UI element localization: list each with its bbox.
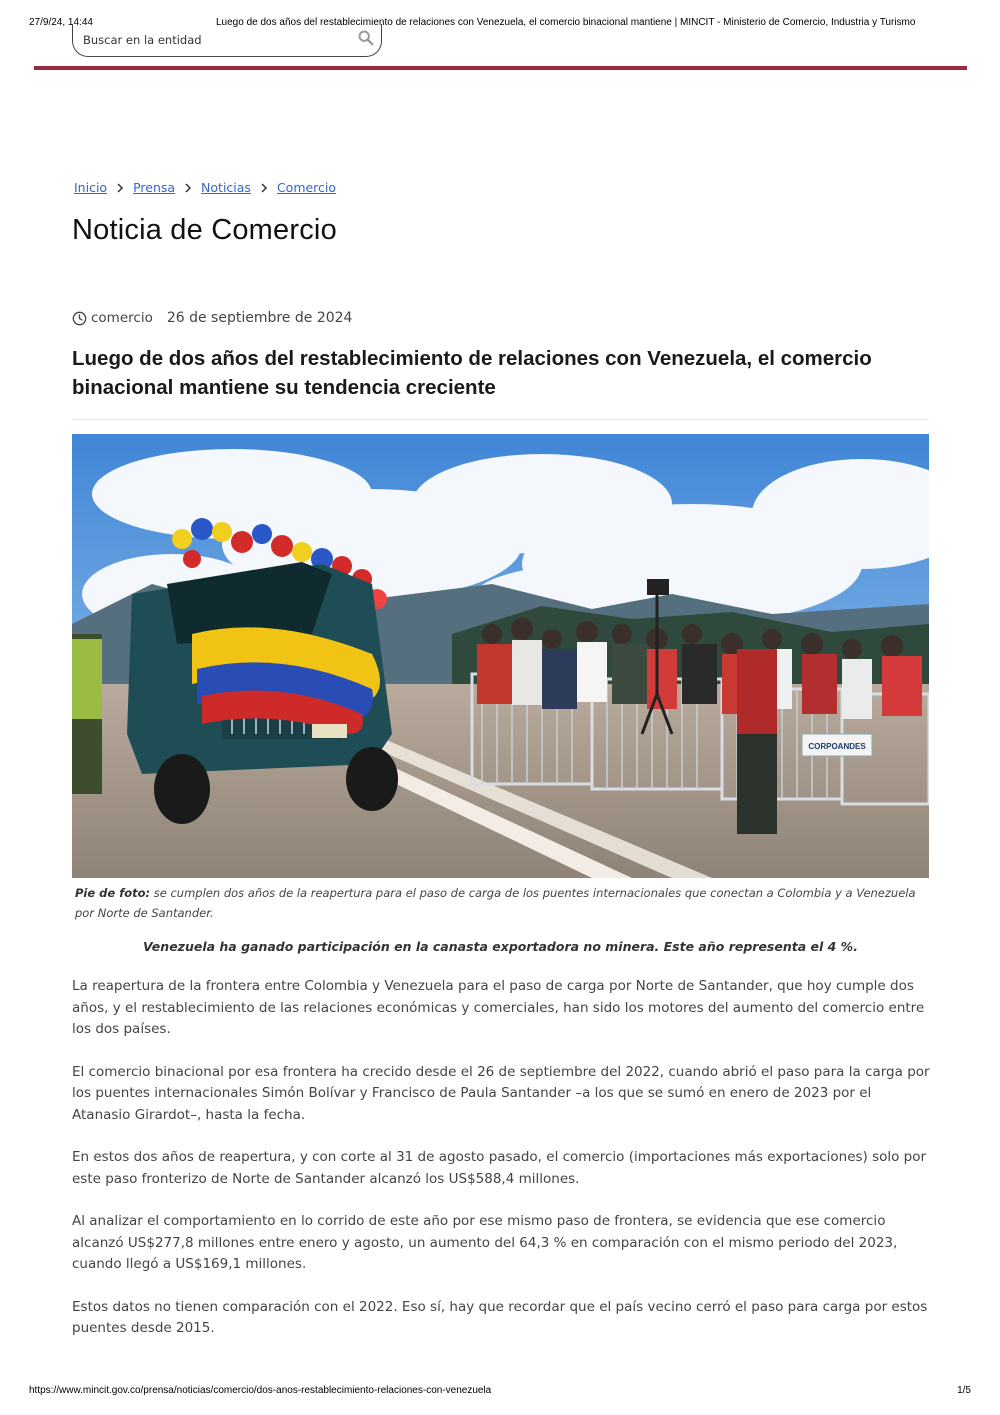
print-timestamp: 27/9/24, 14:44 [29,17,93,28]
breadcrumb-link-inicio[interactable]: Inicio [74,180,108,195]
article-paragraph: Al analizar el comportamiento en lo corrido de este año por ese mismo paso de frontera, se evidencia que ese comercio alcanzó US$277,8 millones entre enero y agosto, un aumento del 64,3 % en comparación con el mismo periodo del 2023, cuando llegó a US$169,1 millones. [72,1213,898,1272]
chevron-right-icon [107,181,133,194]
article-date: 26 de septiembre de 2024 [166,310,353,326]
article-photo [72,434,929,878]
article-paragraph: El comercio binacional por esa frontera ha crecido desde el 26 de septiembre del 2022, cuando abrió el paso para la carga por los puentes internacionales Simón Bolívar y Francisco de Paula Santander –a los que se sumó en enero de 2023 por el Atanasio Girardot–, hasta la fecha. [72,1063,930,1123]
clock-icon [72,311,87,326]
breadcrumb-link-noticias[interactable]: Noticias [201,180,251,195]
article-meta [72,310,352,326]
breadcrumb [74,180,336,195]
breadcrumb-link-prensa[interactable]: Prensa [133,180,176,195]
article-headline: Luego de dos años del restablecimiento de relaciones con Venezuela, el comercio binacional mantiene su tendencia creciente [72,347,872,399]
print-document-title: Luego de dos años del restablecimiento de relaciones con Venezuela, el comercio binacional mantiene | MINCIT - Ministerio de Comercio, Industria y Turismo [216,17,916,28]
header-accent-rule [34,66,967,70]
search-bar [72,24,382,57]
breadcrumb-link-comercio[interactable]: Comercio [276,180,337,195]
print-page-number: 1/5 [957,1385,971,1396]
article-paragraph: En estos dos años de reapertura, y con corte al 31 de agosto pasado, el comercio (importaciones más exportaciones) solo por este paso fronterizo de Norte de Santander alcanzó los US$588,4 millones. [72,1149,927,1187]
search-icon[interactable] [357,29,375,47]
photo-sign-text: CORPOANDES [808,742,866,751]
photo-caption [75,883,925,923]
caption-label: Pie de foto: [75,886,151,900]
search-input[interactable] [83,30,343,50]
article-paragraph: Estos datos no tienen comparación con el 2022. Eso sí, hay que recordar que el país vecino cerró el paso para carga por estos puentes desde 2015. [72,1298,928,1336]
article-category: comercio [91,310,153,326]
pull-quote: Venezuela ha ganado participación en la canasta exportadora no minera. Este año representa el 4 %. [143,939,858,954]
chevron-right-icon [175,181,201,194]
print-url: https://www.mincit.gov.co/prensa/noticias/comercio/dos-anos-restablecimiento-relaciones-con-venezuela [29,1385,492,1396]
caption-text: se cumplen dos años de la reapertura para el paso de carga de los puentes internacionales que conectan a Colombia y a Venezuela por Norte de Santander. [75,886,916,920]
page-title: Noticia de Comercio [72,214,337,246]
print-footer [0,1385,1000,1399]
divider [72,419,929,420]
article-paragraph: La reapertura de la frontera entre Colombia y Venezuela para el paso de carga por Norte de Santander, que hoy cumple dos años, y el restablecimiento de las relaciones económicas y comerciales, han sido los motores del aumento del comercio entre los dos países. [72,978,925,1037]
article-body [72,976,932,1361]
chevron-right-icon [251,181,277,194]
